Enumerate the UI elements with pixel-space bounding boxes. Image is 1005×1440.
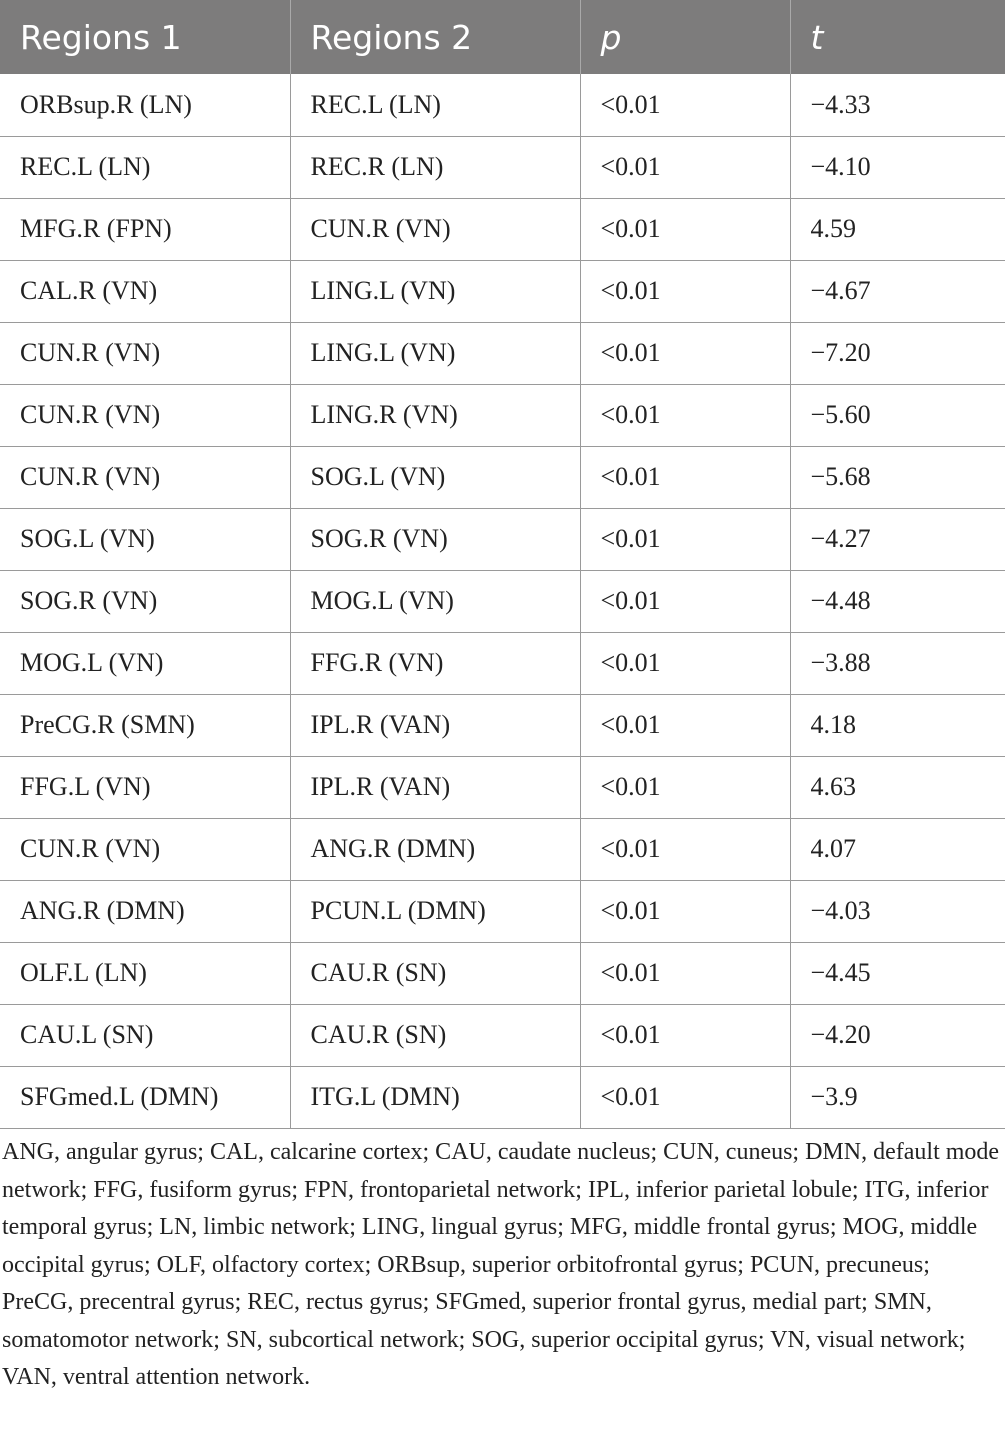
table-row [0, 694, 1005, 756]
cell-region-1: CUN.R (VN) [0, 446, 290, 508]
table-body [0, 74, 1005, 1128]
cell-p-value: <0.01 [580, 74, 790, 136]
table-row [0, 446, 1005, 508]
cell-region-1: CUN.R (VN) [0, 818, 290, 880]
table-row [0, 136, 1005, 198]
cell-p-value: <0.01 [580, 694, 790, 756]
table-row [0, 632, 1005, 694]
table-row [0, 260, 1005, 322]
cell-t-value: −5.60 [790, 384, 1005, 446]
table-row [0, 818, 1005, 880]
cell-p-value: <0.01 [580, 1004, 790, 1066]
cell-region-2: ANG.R (DMN) [290, 818, 580, 880]
cell-p-value: <0.01 [580, 260, 790, 322]
cell-p-value: <0.01 [580, 942, 790, 1004]
cell-region-1: CUN.R (VN) [0, 322, 290, 384]
header-t-value: t [790, 0, 1005, 74]
header-p-value: p [580, 0, 790, 74]
cell-region-2: REC.R (LN) [290, 136, 580, 198]
cell-region-1: MFG.R (FPN) [0, 198, 290, 260]
cell-t-value: −4.67 [790, 260, 1005, 322]
cell-region-1: ORBsup.R (LN) [0, 74, 290, 136]
cell-region-2: SOG.R (VN) [290, 508, 580, 570]
cell-region-2: LING.L (VN) [290, 260, 580, 322]
table-row [0, 942, 1005, 1004]
table-row [0, 1004, 1005, 1066]
cell-region-2: SOG.L (VN) [290, 446, 580, 508]
cell-p-value: <0.01 [580, 446, 790, 508]
cell-region-2: LING.R (VN) [290, 384, 580, 446]
cell-t-value: 4.59 [790, 198, 1005, 260]
cell-p-value: <0.01 [580, 1066, 790, 1128]
cell-p-value: <0.01 [580, 136, 790, 198]
cell-region-1: SOG.R (VN) [0, 570, 290, 632]
header-regions-2: Regions 2 [290, 0, 580, 74]
cell-t-value: 4.07 [790, 818, 1005, 880]
cell-region-2: ITG.L (DMN) [290, 1066, 580, 1128]
table-header-row [0, 0, 1005, 74]
cell-region-1: CAU.L (SN) [0, 1004, 290, 1066]
table-row [0, 756, 1005, 818]
cell-region-1: FFG.L (VN) [0, 756, 290, 818]
table-footnote: ANG, angular gyrus; CAL, calcarine cortex; CAU, caudate nucleus; CUN, cuneus; DMN, default mode network; FFG, fusiform gyrus; FPN, frontoparietal network; IPL, inferior parietal lobule; ITG, inferior temporal gyrus; LN, limbic network; LING, lingual gyrus; MFG, middle frontal gyrus; MOG, middle occipital gyrus; OLF, olfactory cortex; ORBsup, superior orbitofrontal gyrus; PCUN, precuneus; PreCG, precentral gyrus; REC, rectus gyrus; SFGmed, superior frontal gyrus, medial part; SMN, somatomotor network; SN, subcortical network; SOG, superior occipital gyrus; VN, visual network; VAN, ventral attention network. [2, 1139, 1000, 1390]
header-regions-1: Regions 1 [0, 0, 290, 74]
cell-region-2: FFG.R (VN) [290, 632, 580, 694]
cell-p-value: <0.01 [580, 198, 790, 260]
cell-t-value: −4.20 [790, 1004, 1005, 1066]
cell-region-2: PCUN.L (DMN) [290, 880, 580, 942]
cell-p-value: <0.01 [580, 818, 790, 880]
cell-region-2: REC.L (LN) [290, 74, 580, 136]
cell-p-value: <0.01 [580, 384, 790, 446]
table-row [0, 570, 1005, 632]
cell-p-value: <0.01 [580, 508, 790, 570]
cell-p-value: <0.01 [580, 570, 790, 632]
table-row [0, 508, 1005, 570]
cell-t-value: −3.9 [790, 1066, 1005, 1128]
cell-p-value: <0.01 [580, 322, 790, 384]
cell-region-1: SOG.L (VN) [0, 508, 290, 570]
cell-region-1: SFGmed.L (DMN) [0, 1066, 290, 1128]
cell-t-value: 4.63 [790, 756, 1005, 818]
cell-t-value: −3.88 [790, 632, 1005, 694]
cell-t-value: −4.33 [790, 74, 1005, 136]
cell-region-1: CAL.R (VN) [0, 260, 290, 322]
table-row [0, 74, 1005, 136]
cell-t-value: −7.20 [790, 322, 1005, 384]
cell-t-value: −4.10 [790, 136, 1005, 198]
table-row [0, 880, 1005, 942]
cell-t-value: 4.18 [790, 694, 1005, 756]
table-row [0, 198, 1005, 260]
cell-region-1: PreCG.R (SMN) [0, 694, 290, 756]
cell-region-1: OLF.L (LN) [0, 942, 290, 1004]
cell-t-value: −4.48 [790, 570, 1005, 632]
cell-region-2: CUN.R (VN) [290, 198, 580, 260]
table-row [0, 322, 1005, 384]
cell-region-1: ANG.R (DMN) [0, 880, 290, 942]
cell-p-value: <0.01 [580, 756, 790, 818]
cell-p-value: <0.01 [580, 632, 790, 694]
cell-region-2: CAU.R (SN) [290, 942, 580, 1004]
cell-region-2: MOG.L (VN) [290, 570, 580, 632]
cell-region-2: IPL.R (VAN) [290, 756, 580, 818]
cell-region-1: CUN.R (VN) [0, 384, 290, 446]
cell-region-1: MOG.L (VN) [0, 632, 290, 694]
cell-t-value: −4.27 [790, 508, 1005, 570]
cell-region-2: CAU.R (SN) [290, 1004, 580, 1066]
table-row [0, 1066, 1005, 1128]
cell-p-value: <0.01 [580, 880, 790, 942]
cell-region-2: IPL.R (VAN) [290, 694, 580, 756]
cell-t-value: −4.03 [790, 880, 1005, 942]
cell-region-1: REC.L (LN) [0, 136, 290, 198]
cell-t-value: −4.45 [790, 942, 1005, 1004]
cell-region-2: LING.L (VN) [290, 322, 580, 384]
table-row [0, 384, 1005, 446]
cell-t-value: −5.68 [790, 446, 1005, 508]
